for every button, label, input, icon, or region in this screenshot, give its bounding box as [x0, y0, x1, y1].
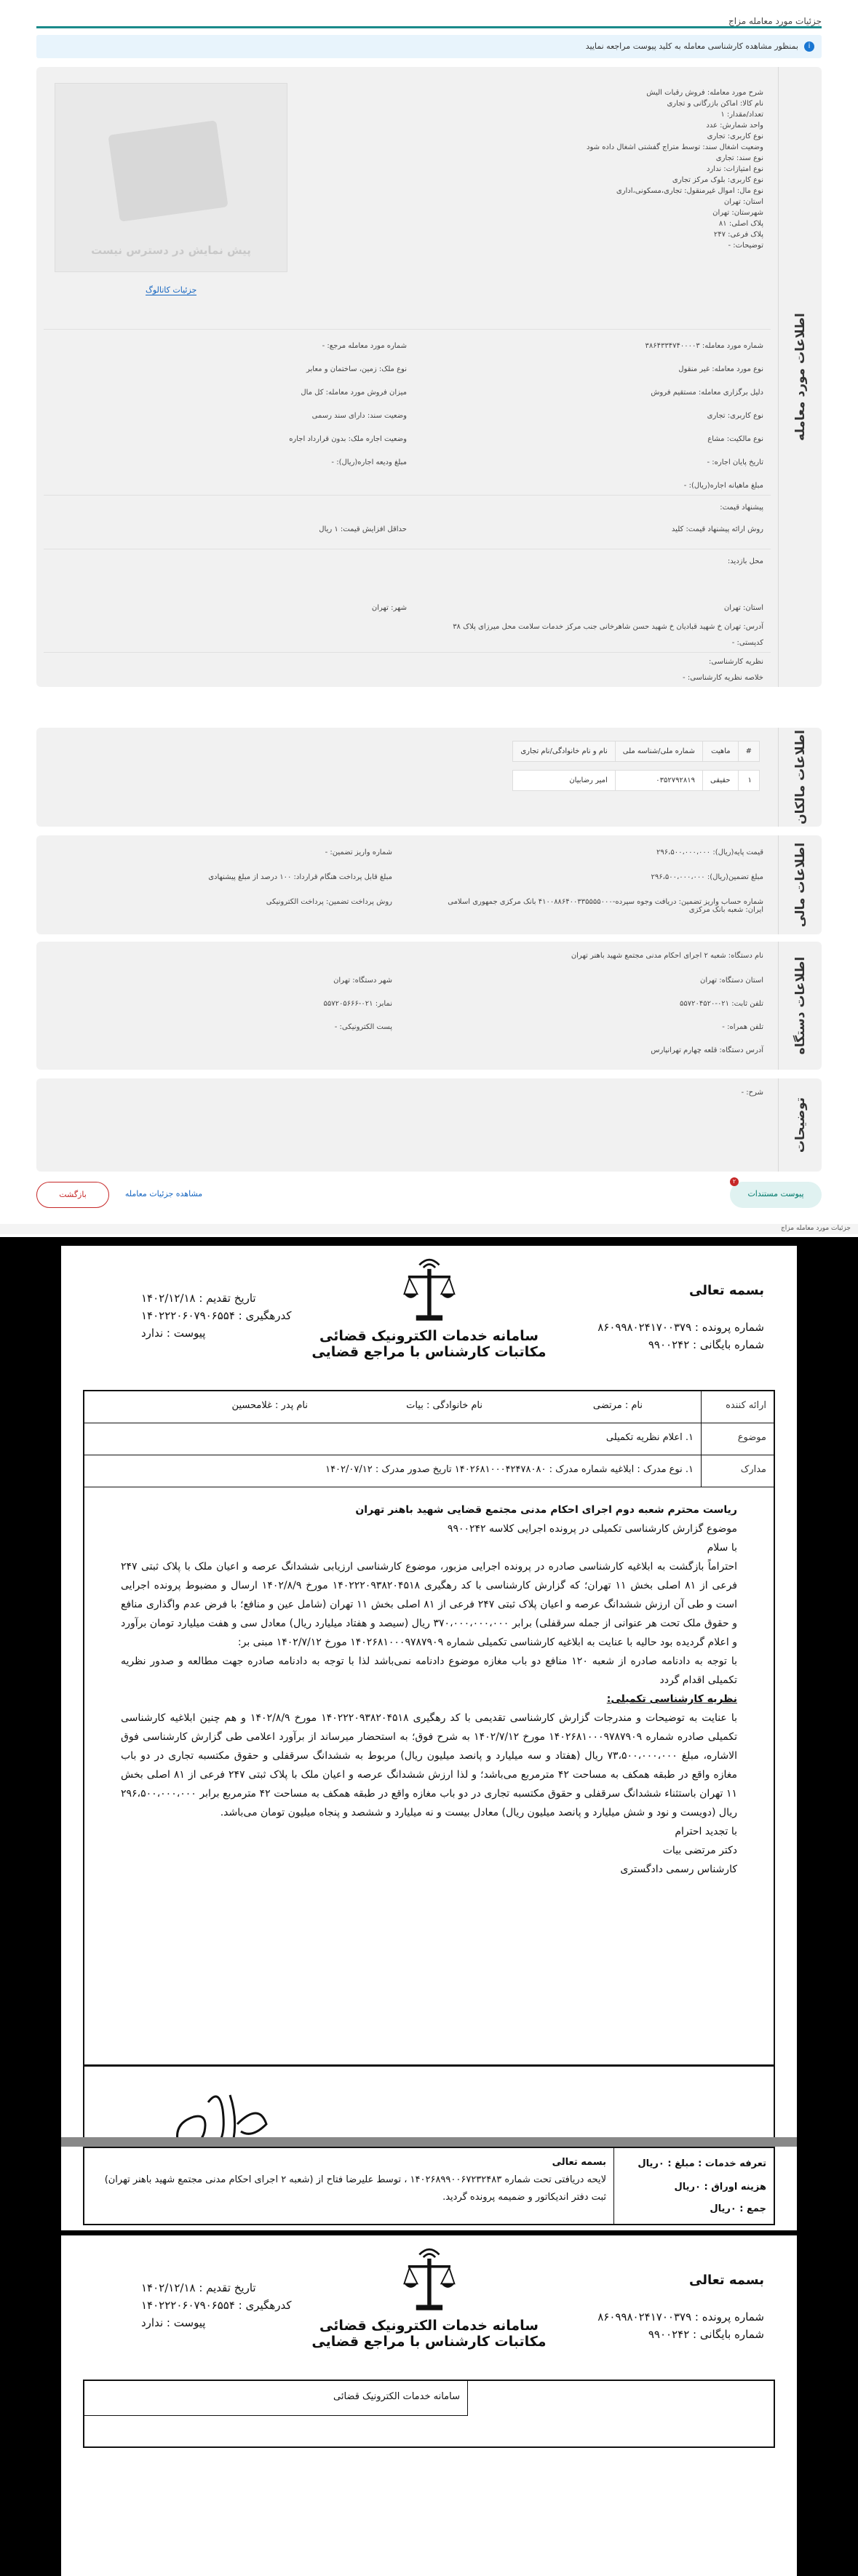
expert-note: خلاصه نظریه کارشناسی: - [683, 674, 763, 682]
item-field: وضعیت اشغال سند: توسط متراج گفشتی اشغال داده شود [587, 143, 763, 151]
view-deal-details-button[interactable]: مشاهده جزئیات معامله [124, 1189, 203, 1198]
document-page-1 [61, 1246, 797, 2210]
owners-spacer-row [513, 762, 760, 771]
postal-code: کدپستی: - [731, 639, 763, 647]
letter-body [121, 1500, 737, 1879]
doc-archive-no: شماره بایگانی : ۹۹۰۰۲۴۲ [648, 2328, 764, 2341]
item-field: واحد شمارش: عدد [706, 122, 763, 130]
viewer-strip-label: جزئیات مورد معامله مزاج [781, 1225, 851, 1232]
org-field: شهر دستگاه: تهران [333, 977, 392, 985]
item-info-side-label: اطلاعات مورد معامله [793, 313, 808, 441]
page2-cell-text: سامانه خدمات الکترونیک قضائی [333, 2391, 460, 2402]
finance-side [778, 835, 822, 934]
address: آدرس: تهران خ شهید قبادیان خ شهید حسن شاهرخانی جنب مرکز خدمات سلامت محل میرزای پلاک ۳۸ [453, 623, 763, 631]
finance-field: قیمت پایه(ریال): ۲۹۶،۵۰۰،۰۰۰،۰۰۰ [656, 848, 763, 856]
owners-col-index: # [738, 742, 759, 762]
finance-field: شماره حساب واریز تضمین: دریافت وجوه سپرده-۴۱۰۰۸۸۶۴۰۰۳۳۵۵۵۵۰۰۰ بانک مرکزی جمهوری اسلامی ایران: شعبه بانک مرکزی [448, 898, 763, 914]
org-field: استان دستگاه: تهران [700, 977, 763, 985]
notice-text: بمنظور مشاهده کارشناسی معامله به کلید پیوست مراجعه نمایید [585, 41, 798, 51]
owners-col-type: ماهیت [702, 742, 738, 762]
page-gap [61, 2137, 797, 2147]
owners-body [44, 728, 771, 827]
document-page-2 [61, 2235, 797, 2576]
document-viewer[interactable] [0, 1237, 858, 2576]
receipt-box [83, 2147, 775, 2225]
item-field: نوع امتیازات: ندارد [707, 165, 763, 173]
provider-label: ارائه کننده [701, 1391, 774, 1423]
doc-date: تاریخ تقدیم : ۱۴۰۲/۱۲/۱۸ [141, 1292, 256, 1305]
finance-field: مبلغ قابل پرداخت هنگام قرارداد: ۱۰۰ درصد از مبلغ پیشنهادی [208, 873, 392, 881]
finance-section [36, 835, 822, 934]
owners-section [36, 728, 822, 827]
finance-body [44, 835, 771, 934]
doc-logo-subtitle: مکاتبات کارشناس با مراجع قضایی [311, 1344, 547, 1360]
org-field: نمابر: ۰۲۱-۵۵۷۲۰۵۶۶۶ [323, 1000, 392, 1008]
org-body [44, 942, 771, 1070]
owners-side-label: اطلاعات مالکان [793, 730, 808, 824]
item-field: استان: تهران [723, 198, 763, 206]
divider [44, 495, 771, 496]
org-section [36, 942, 822, 1070]
city: شهر: تهران [371, 604, 407, 612]
item-field: پلاک فرعی: ۲۴۷ [713, 231, 763, 239]
description-side [778, 1078, 822, 1172]
letter-greeting: با سلام [707, 1542, 737, 1554]
owner-name: امیر رضا‌بیان [513, 771, 615, 791]
provider-name: نام : مرتضی [592, 1400, 643, 1411]
doc-body-box [83, 1390, 775, 2067]
doc-date: تاریخ تقدیم : ۱۴۰۲/۱۲/۱۸ [141, 2281, 256, 2294]
item-field: پلاک اصلی: ۸۱ [718, 220, 763, 228]
letter-signer: دکتر مرتضی بیات [662, 1845, 737, 1856]
photo-caption: پیش نمایش در دسترس نیست [91, 244, 251, 257]
doc-bism: بسمه تعالی [689, 1283, 764, 1298]
doc-attach: پیوست : ندارد [141, 2316, 206, 2329]
docs-row [84, 1455, 774, 1487]
letter-addressee: ریاست محترم شعبه دوم اجرای احکام مدنی مجتمع قضایی شهید باهنر تهران [355, 1504, 737, 1516]
page2-cell [84, 2381, 468, 2416]
viewer-strip [0, 1224, 858, 1234]
receipt-bism: بسمه تعالی [552, 2157, 606, 2168]
description-body [44, 1078, 771, 1172]
item-info-section [36, 67, 822, 687]
owner-index: ۱ [738, 771, 759, 791]
item-info-side [778, 67, 822, 687]
item-grid-field: شماره مورد معامله مرجع: - [322, 342, 407, 350]
org-field: تلفن همراه: - [722, 1023, 763, 1031]
doc-case-no: شماره پرونده : ۸۶۰۹۹۸۰۲۴۱۷۰۰۳۷۹ [597, 1321, 764, 1334]
scales-icon [400, 1253, 458, 1326]
attachments-button[interactable]: پیوست مستندات [730, 1182, 822, 1208]
letter-paragraph: با توجه به دادنامه صادره از شعبه ۱۲۰ منافع دو باب مغازه موضوع دادنامه نمی‌باشد لذا با توجه به دادنامه صادره جهت مطالعه و صدور نظریه تکمیلی اقدام گردد [121, 1655, 737, 1686]
item-field: نوع کاربری: تجاری [707, 132, 763, 140]
table-row [513, 771, 760, 791]
doc-tracking: کدرهگیری : ۱۴۰۲۲۲۰۶۰۷۹۰۶۵۵۴ [141, 1309, 292, 1322]
attachments-count-badge: ۲ [730, 1177, 739, 1186]
org-field: آدرس دستگاه: قلعه چهارم تهرانپارس [651, 1046, 763, 1054]
item-grid-field: وضعیت اجاره ملک: بدون قرارداد اجاره [289, 435, 407, 443]
item-field: تعداد/مقدار: ۱ [720, 111, 763, 119]
owners-side [778, 728, 822, 827]
org-field: پست الکترونیکی: - [334, 1023, 392, 1031]
total-text: جمع : ۰ریال [710, 2203, 766, 2214]
page-title: جزئیات مورد معامله مزاج [728, 16, 822, 26]
item-field: توضیحات: - [728, 242, 763, 250]
divider [44, 329, 771, 330]
letter-heading: نظریه کارشناسی تکمیلی: [606, 1693, 737, 1705]
owners-header-row [513, 742, 760, 762]
org-side-label: اطلاعات دستگاه [793, 956, 808, 1055]
doc-logo-title: سامانه خدمات الکترونیک قضائی [319, 1328, 539, 1344]
docs-label: مدارک [701, 1455, 774, 1487]
letter-paragraph: احتراماً بازگشت به ابلاغیه کارشناسی صادره در پرونده اجرایی مزبور، موضوع کارشناسی ارزیابی ششدانگ عرصه و اعیان ملک با پلاک ثبتی ۲۴۷ فرعی از ۸۱ اصلی بخش ۱۱ تهران؛ که گزارش کارشناسی با کد رهگیری ۱۴۰۲۲۲۰۹۳۸۲۰۴۵۱۸ مورخ ۱۴۰۲/۸/۹ ارسال و مضبوط پرونده اجرایی است و طی آن ارزش ششدانگ عرصه و اعیان پلاک ثبتی ۲۴۷ فرعی از ۸۱ اصلی بخش ۱۱ تهران (شامل عین و منافع؛ با فرض عدم واگذاری منافع و حقوق ملک تحت هر عنوانی از جمله سرقفلی) برابر ۳۷۰،۰۰۰،۰۰۰،۰۰۰ ریال (سیصد و هفتاد میلیارد ریال) معادل سی و هفت میلیارد تومان برآورد و اعلام گردیده بود حالیه با عنایت به ابلاغیه کارشناسی تکمیلی شماره ۱۴۰۲۶۸۱۰۰۰۹۷۸۷۹۰۹ مورخ ۱۴۰۲/۷/۱۲ مبنی بر: [121, 1561, 737, 1648]
item-field: نوع کاربری: بلوک مرکز تجاری [672, 176, 763, 184]
owner-id: ۰۳۵۲۷۹۲۸۱۹ [615, 771, 702, 791]
info-icon: i [804, 41, 814, 52]
item-grid-field: نوع ملک: زمین، ساختمان و معابر [306, 365, 407, 373]
item-info-body [44, 67, 771, 687]
province: استان: تهران [723, 604, 763, 612]
item-grid-field: مبلغ ماهیانه اجاره(ریال): - [683, 482, 763, 490]
scales-icon [400, 2243, 458, 2315]
item-grid-field: میزان فروش مورد معامله: کل مال [301, 389, 407, 397]
deal-details-panel [0, 0, 858, 1208]
finance-side-label: اطلاعات مالی [793, 842, 808, 928]
min-increase: حداقل افزایش قیمت: ۱ ریال [319, 525, 407, 533]
gavel-image [108, 120, 228, 222]
owner-type: حقیقی [702, 771, 738, 791]
item-field: شرح مورد معامله: فروش رقبات الیش [646, 89, 763, 97]
org-name: نام دستگاه: شعبه ۲ اجرای احکام مدنی مجتمع شهید باهنر تهران [571, 952, 763, 960]
item-grid-field: مبلغ ودیعه اجاره(ریال): - [331, 458, 407, 466]
title-divider [36, 26, 822, 28]
doc-case-no: شماره پرونده : ۸۶۰۹۹۸۰۲۴۱۷۰۰۳۷۹ [597, 2310, 764, 2323]
docs-text: ۱. نوع مدرک : ابلاغیه شماره مدرک : ۱۴۰۲۶۸۱۰۰۰۴۲۴۷۸۰۸۰ تاریخ صدور مدرک : ۱۴۰۲/۰۷/۱۲ [325, 1464, 694, 1475]
item-field: نام کالا: اماکن بازرگانی و تجاری [667, 100, 763, 108]
finance-field: روش پرداخت تضمین: پرداخت الکترونیکی [266, 898, 392, 906]
description-section [36, 1078, 822, 1172]
finance-field: شماره واریز تضمین: - [325, 848, 392, 856]
provider-father: نام پدر : غلامحسین [231, 1400, 308, 1411]
item-grid-field: تاریخ پایان اجاره: - [707, 458, 763, 466]
subject-text: ۱. اعلام نظریه تکمیلی [605, 1432, 694, 1443]
divider [44, 652, 771, 653]
subject-row [84, 1423, 774, 1455]
doc-bism: بسمه تعالی [689, 2273, 764, 2288]
proposal-method: روش ارائه پیشنهاد قیمت: کلید [671, 525, 763, 533]
back-button[interactable]: بازگشت [36, 1182, 109, 1208]
judiciary-logo [311, 2243, 546, 2350]
owners-col-name: نام و نام خانوادگی/نام تجاری [513, 742, 615, 762]
fee-text: تعرفه خدمات : مبلغ : ۰ریال [637, 2158, 766, 2169]
description-side-label: توضیحات [793, 1097, 808, 1153]
item-grid-field: نوع مورد معامله: غیر منقول [678, 365, 763, 373]
location-label: محل بازدید: [727, 557, 763, 565]
letter-signer-title: کارشناس رسمی دادگستری [620, 1864, 737, 1875]
doc-attach: پیوست : ندارد [141, 1327, 206, 1340]
doc-logo-title: سامانه خدمات الکترونیک قضائی [319, 2318, 539, 2334]
org-field: تلفن ثابت: ۰۲۱-۵۵۷۲۰۴۵۲۰ [679, 1000, 763, 1008]
receipt-panel [61, 2147, 797, 2230]
subject-label: موضوع [701, 1423, 774, 1455]
letter-paragraph: با عنایت به توضیحات و مندرجات گزارش کارشناسی تقدیمی با کد رهگیری ۱۴۰۲۲۲۰۹۳۸۲۰۴۵۱۸ مورخ ۱۴۰۲/۸/۹ و هم چنین ابلاغیه کارشناسی تکمیلی صادره شماره ۱۴۰۲۶۸۱۰۰۰۹۷۸۷۹۰۹ مورخ ۱۴۰۲/۷/۱۲ به شرح فوق؛ به استحضار میرساند از برآورد اعلامی طی گزارش کارشناسی فوق الاشاره، مبلغ ۷۳،۵۰۰،۰۰۰،۰۰۰ ریال (هفتاد و سه میلیارد و پانصد میلیون ریال) مربوط به ششدانگ سرقفلی و حقوق مکتسبه تجاری در دو باب مغازه واقع در طبقه همکف به مساحت ۴۲ مترمربع می‌باشد؛ و لذا ارزش ششدانگ عرصه و اعیان ملک با پلاک ثبتی ۲۴۷ فرعی از ۸۱ اصلی بخش ۱۱ تهران باستثناء ششدانگ سرقفلی و حقوق مکتسبه تجاری در دو باب مغازه واقع در طبقه همکف به مساحت ۴۲ مترمربع برابر ۲۹۶،۵۰۰،۰۰۰،۰۰۰ ریال (دویست و نود و شش میلیارد و پانصد میلیون ریال) معادل بیست و نه میلیارد و ششصد و پنجاه میلیون تومان می‌باشد. [121, 1712, 737, 1818]
item-photo-placeholder [55, 83, 287, 272]
item-grid-field: شماره مورد معامله: ۳۸۶۴۳۳۴۷۴۰۰۰۰۳ [645, 342, 763, 350]
receipt-text: لایحه دریافتی تحت شماره ۱۴۰۲۶۸۹۹۰۰۶۷۲۳۲۴۸۳ ، توسط علیرضا فتاح از (شعبه ۲ اجرای احکام مدنی مجتمع شهید باهنر تهران) ثبت دفتر اندیکاتور و ضمیمه پرونده گردید. [104, 2174, 606, 2203]
item-grid-field: دلیل برگزاری معامله: مستقیم فروش [651, 389, 763, 397]
org-side [778, 942, 822, 1070]
owners-table [512, 741, 760, 791]
expert-label: نظریه کارشناسی: [709, 658, 763, 666]
item-grid-field: نوع مالکیت: مشاع [707, 435, 763, 443]
item-grid-field: نوع کاربری: تجاری [707, 412, 763, 420]
doc-logo-subtitle: مکاتبات کارشناس با مراجع قضایی [311, 2334, 547, 2350]
receipt-cell [92, 2154, 606, 2206]
page2-box [83, 2380, 775, 2448]
item-grid-field: وضعیت سند: دارای سند رسمی [311, 412, 407, 420]
fee-cell [613, 2148, 774, 2224]
finance-field: مبلغ تضمین(ریال): ۲۹۶،۵۰۰،۰۰۰،۰۰۰ [651, 873, 763, 881]
info-notice [36, 35, 822, 58]
judiciary-logo [311, 1253, 546, 1360]
letter-closing: با تجدید احترام [675, 1826, 737, 1837]
catalog-link[interactable]: جزئیات کاتالوگ [146, 285, 197, 295]
letter-subject: موضوع گزارش کارشناسی تکمیلی در پرونده اجرایی کلاسه ۹۹۰۰۲۴۲ [447, 1523, 737, 1535]
provider-family: نام خانوادگی : بیات [406, 1400, 482, 1411]
owners-col-id: شماره ملی/شناسه ملی [615, 742, 702, 762]
item-field: نوع سند: تجاری [715, 154, 763, 162]
item-field: شهرستان: تهران [712, 209, 763, 217]
paper-text: هزینه اوراق : ۰ریال [674, 2182, 766, 2193]
doc-tracking: کدرهگیری : ۱۴۰۲۲۲۰۶۰۷۹۰۶۵۵۴ [141, 2299, 292, 2312]
proposal-label: پیشنهاد قیمت: [720, 504, 763, 512]
item-field: نوع مال: اموال غیرمنقول: تجاری،مسکونی،اداری [616, 187, 763, 195]
description-text: شرح: - [741, 1089, 763, 1097]
provider-row [84, 1391, 774, 1423]
doc-archive-no: شماره بایگانی : ۹۹۰۰۲۴۲ [648, 1338, 764, 1351]
